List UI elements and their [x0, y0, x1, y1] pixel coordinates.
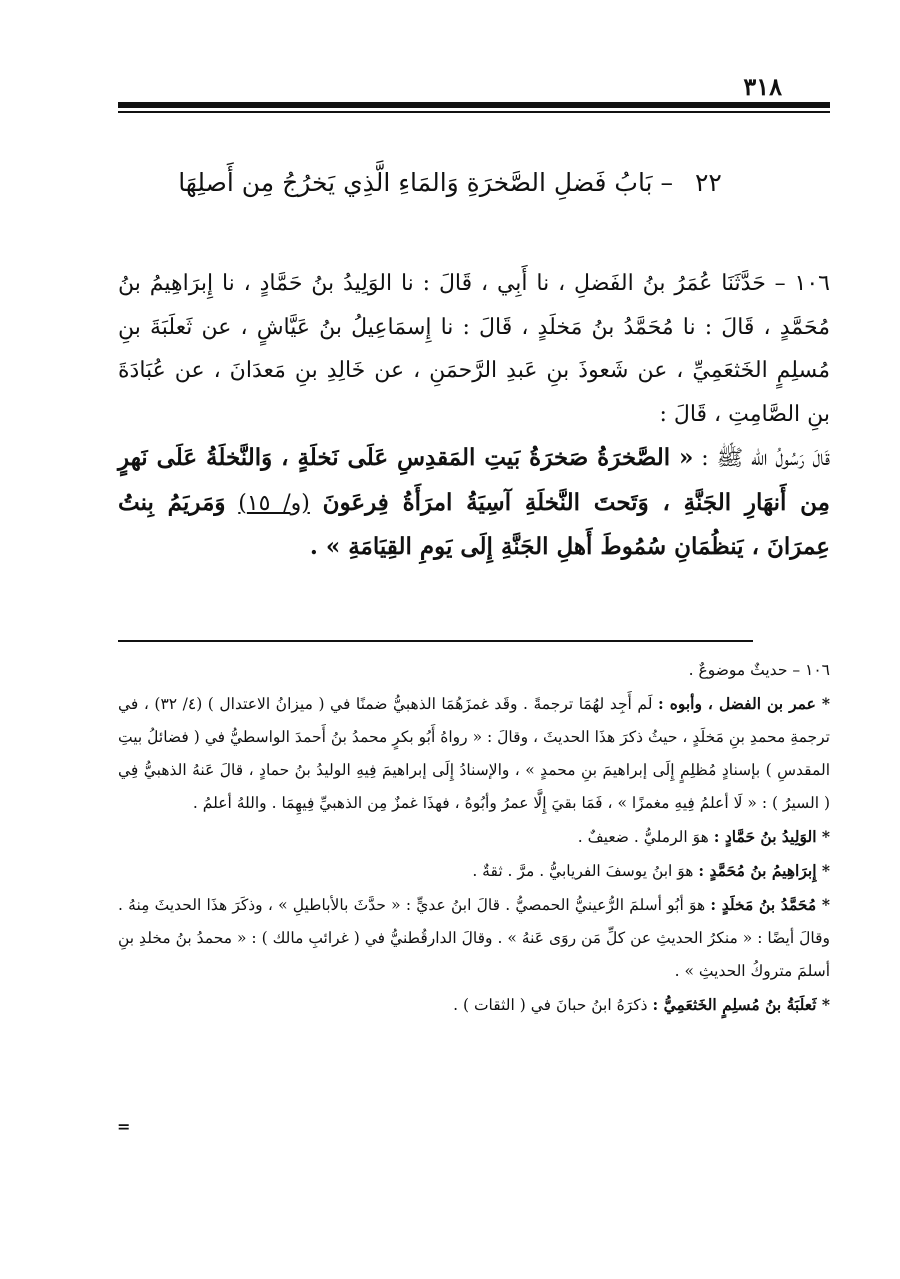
footnote-item — [118, 687, 830, 820]
chapter-heading — [130, 168, 770, 197]
footnotes — [118, 654, 830, 1022]
hadith-text — [118, 436, 830, 570]
hadith-matn-end: وَمَريَمُ بِنتُ عِمرَانَ ، يَنظُمَانِ سُمُوطَ أَهلِ الجَنَّةِ إِلَى يَومِ القِيَامَةِ » . — [118, 488, 830, 560]
continuation-mark: = — [117, 1117, 131, 1136]
header-rule-thin — [118, 111, 830, 113]
footnote-rule — [118, 640, 753, 642]
footnote-item — [118, 820, 830, 854]
manuscript-ref: (و/ ١٥) — [238, 490, 310, 516]
header-rule — [118, 102, 830, 108]
hadith-intro: قَالَ رَسُولُ الله ﷺ : — [701, 446, 830, 471]
hadith-matn: « الصَّخرَةُ صَخرَةُ بَيتِ المَقدِسِ عَلَى نَخلَةٍ ، وَالنَّخلَةُ عَلَى نَهرٍ مِن أَنهَارِ الجَنَّةِ ، وَتَحتَ النَّخلَةِ آسِيَةُ امرَأَةُ فِرعَونَ — [118, 444, 830, 516]
narrator-name: * إِبرَاهِيمُ بنُ مُحَمَّدٍ : — [698, 861, 830, 880]
narrator-name: * الوَلِيدُ بنُ حَمَّادٍ : — [713, 827, 830, 846]
narrator-name: * عمر بن الفضل ، وأبوه : — [657, 694, 830, 713]
narrator-name: * ثَعلَبَةُ بنُ مُسلِمٍ الخَثعَمِيُّ : — [652, 995, 830, 1014]
hadith-isnad: ١٠٦ – حَدَّثَنَا عُمَرُ بنُ الفَضلِ ، نا أَبِي ، قَالَ : نا الوَلِيدُ بنُ حَمَّادٍ ، نا إِبرَاهِيمُ بنُ مُحَمَّدٍ ، قَالَ : نا مُحَمَّدُ بنُ مَخلَدٍ ، قَالَ : نا إِسمَاعِيلُ بنُ عَيَّاشٍ ، عن ثَعلَبَةَ بنِ مُسلِمٍ الخَثعَمِيِّ ، عن شَعوذَ بنِ عَبدِ الرَّحمَنِ ، عن خَالِدِ بنِ مَعدَانَ ، عن عُبَادَةَ بنِ الصَّامِتِ ، قَالَ : — [118, 271, 830, 427]
narrator-note: هوَ ابنُ يوسفَ الفريابيُّ . مرَّ . ثقةٌ . — [472, 862, 694, 880]
narrator-note: لَم أَجِد لهُمَا ترجمةً . وقَد غمزَهُمَا الذهبيُّ ضمنًا في ( ميزانُ الاعتدال ) (٤/ ٣٢) ، في ترجمةِ محمدِ بنِ مَخلَدٍ ، حيثُ ذكرَ هذَا الحديثَ ، وقالَ : « رواهُ أَبُو بكرٍ محمدُ بنُ أَحمدَ الواسطيُّ في ( فضائلُ بيتِ المقدسِ ) بإسنادٍ مُظلِمٍ إِلَى إبراهيمَ بنِ محمدٍ » ، والإسنادُ إِلَى إبراهيمَ فِيهِ الوليدُ بنُ حمادٍ ، قالَ عَنهُ الذهبيُّ فِي ( السيرُ ) : « لَا أعلمُ فِيهِ مغمزًا » ، فَمَا بقيَ إِلَّا عمرُ وأبُوهُ ، فهذَا غمزٌ مِن الذهبيِّ فِيهِمَا . واللهُ أعلمُ . — [118, 695, 830, 812]
chapter-title: بَابُ فَضلِ الصَّخرَةِ وَالمَاءِ الَّذِي يَخرُجُ مِن أَصلِهَا — [178, 168, 653, 197]
footnote-item — [118, 988, 830, 1022]
footnote-grade: ١٠٦ – حديثٌ موضوعٌ . — [688, 661, 830, 679]
narrator-note: ذكرَهُ ابنُ حبانَ في ( الثقات ) . — [453, 996, 648, 1014]
chapter-number: ٢٢ — [694, 168, 722, 197]
footnote-item — [118, 854, 830, 888]
page-number: ٣١٨ — [743, 72, 782, 101]
hadith-body — [118, 262, 830, 570]
narrator-name: * مُحَمَّدُ بنُ مَخلَدٍ : — [710, 895, 831, 914]
chapter-dash: – — [660, 168, 673, 197]
narrator-note: هوَ الرمليُّ . ضعيفٌ . — [577, 828, 709, 846]
narrator-note: هوَ أبُو أسلمَ الرُّعينيُّ الحمصيُّ . قالَ ابنُ عديٍّ : « حدَّثَ بالأباطيلِ » ، وذكَرَ هذَا الحديثَ مِنهُ . وقالَ أيضًا : « منكرُ الحديثِ عن كلِّ مَن روَى عَنهُ » . وقالَ الدارقُطنيُّ في ( غرائبِ مالك ) : « محمدُ بنُ مخلدِ بنِ أسلمَ متروكُ الحديثِ » . — [118, 896, 830, 980]
footnote-item — [118, 888, 830, 988]
